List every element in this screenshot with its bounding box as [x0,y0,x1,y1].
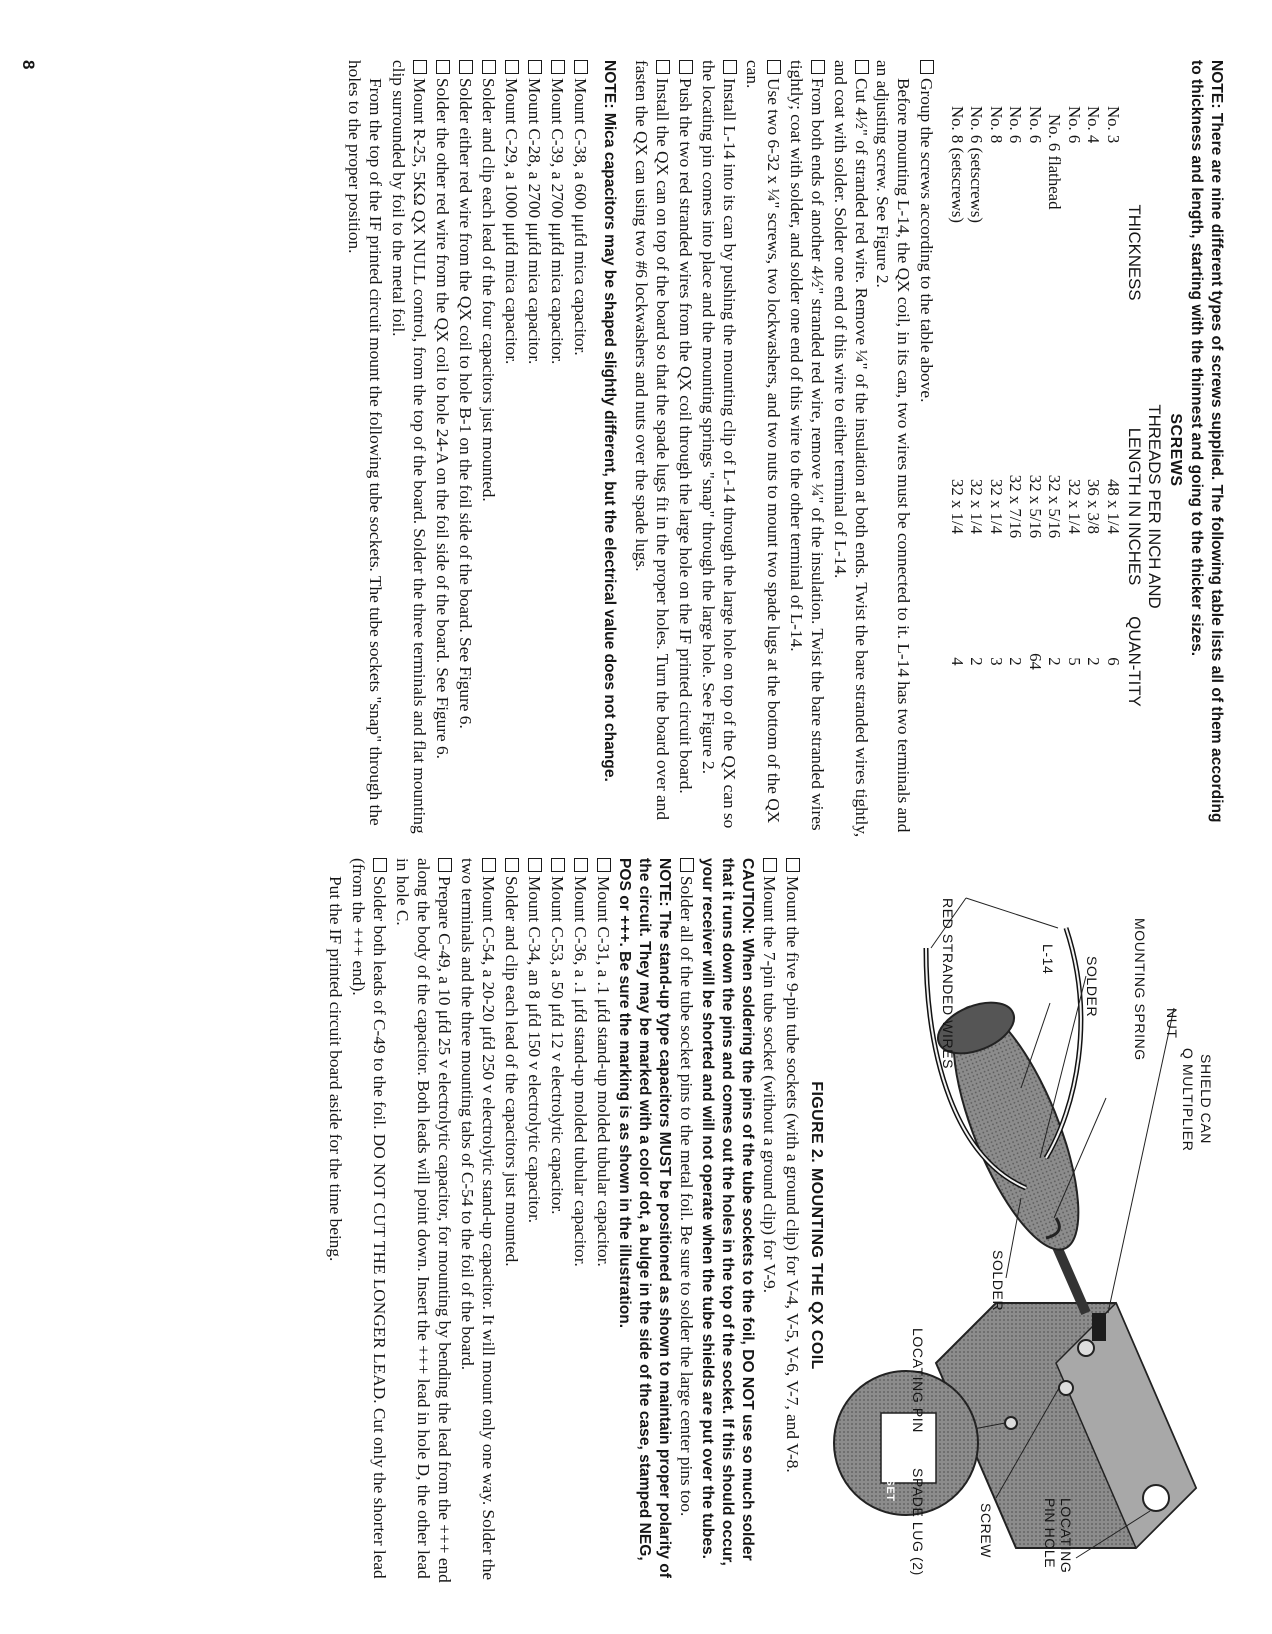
paragraph-put-aside: Put the IF printed circuit board aside for the time being. [326,876,345,1262]
step-spade-lugs [743,60,785,840]
figure-2-illustration [831,858,1226,1593]
checkbox[interactable] [551,858,565,872]
cell-thickness: No. 4 [1084,106,1104,144]
left-column [20,60,1226,840]
table-row [948,106,968,709]
step-text: Install L-14 into its can by pushing the mounting clip of L-14 through the large hole on top of the QX can so the locating pin comes into place and the mounting springs "snap" through the large hole. See Figure 2. [699,60,740,829]
step-text: Solder the other red wire from the QX coil to hole 24-A on the foil side of the board. See Figure 6. [433,78,453,760]
table-row [1104,106,1124,709]
step-text: Install the QX can on top of the board so that the spade lugs fit in the proper holes. Turn the board over and fasten the QX can using two #6 lockwashers and nuts over the spade lugs. [632,60,673,820]
checkbox[interactable] [438,858,452,872]
cell-thickness: No. 6 [1026,106,1045,144]
checkbox[interactable] [724,60,738,74]
label-note-offset: NOTE OFFSET [884,1418,896,1502]
checkbox[interactable] [921,60,935,74]
label-shield-can: SHIELD CAN [1198,1054,1214,1145]
screws-note: NOTE: There are nine different types of screws supplied. The following table lists all of them according to thickness and length, starting with the thinnest and going to the thicker sizes. [1188,60,1225,823]
step-c28 [525,60,546,840]
step-text: Use two 6-32 x ¼" screws, two lockwashers, and two nuts to mount two spade lugs at the bottom of the QX can. [743,60,784,824]
checkbox[interactable] [460,60,474,74]
step-install-l14 [699,60,741,840]
cell-quantity: 6 [1104,657,1123,666]
step-text: Mount C-38, a 600 μμfd mica capacitor. [571,78,591,356]
paragraph-tube-sockets: From the top of the IF printed circuit mount the following tube sockets. The tube sockets "snap" through the holes to the proper position. [345,60,386,826]
step-second-wire [787,60,829,840]
screws-table-title: SCREWS [1167,413,1184,487]
step-c53 [547,858,568,1593]
step-text: From both ends of another 4½" stranded red wire, remove ¼" of the insulation. Twist the bare stranded wires tightly; coat with solder, and solder one end of this wire to the other terminal of L-14. [787,60,828,831]
step-text: Mount C-34, an 8 μfd 150 v electrolytic capacitor. [525,876,544,1224]
cell-thickness: No. 8 [987,106,1006,144]
step-c36 [570,858,591,1593]
checkbox[interactable] [528,858,542,872]
label-mounting-spring: MOUNTING SPRING [1132,918,1148,1061]
label-locating-pin-hole: LOCATING PIN HOLE [1042,1498,1074,1574]
step-group-screws [917,60,938,840]
checkbox[interactable] [482,858,496,872]
cell-quantity: 2 [1006,657,1026,666]
cell-threads: 32 x 1/4 [967,478,987,534]
label-nut: NUT [1164,1008,1180,1039]
step-text: Mount the 7-pin tube socket (without a ground clip) for V-9. [760,876,779,1294]
label-l14: L-14 [1040,944,1056,975]
cell-threads: 36 x 3/8 [1084,478,1104,534]
label-spade-lug: SPADE LUG (2) [910,1468,926,1576]
label-locating-pin: LOCATING PIN [910,1328,926,1433]
nut-shape [1078,1340,1094,1356]
step-c38 [571,60,592,840]
checkbox[interactable] [529,60,543,74]
step-text: Group the screws according to the table above. [917,78,937,403]
step-solder-b1 [456,60,477,840]
label-red-wires: RED STRANDED WIRES [940,898,956,1070]
table-row [1084,106,1104,709]
mica-note: NOTE: Mica capacitors may be shaped slightly different, but the electrical value does not change. [601,60,619,782]
step-text: Mount C-29, a 1000 μμfd mica capacitor. [502,78,522,365]
cell-thickness: No. 8 (setscrews) [948,106,967,223]
checkbox[interactable] [437,60,451,74]
step-text: Cut 4½" of stranded red wire. Remove ¼" of the insulation at both ends. Twist the bare stranded wires tightly, and coat with solder. Solder one end of this wire to either terminal of L-14. [831,60,872,838]
page-number: 8 [19,60,38,70]
step-text: Mount C-36, a .1 μfd stand-up molded tubular capacitor. [571,876,590,1267]
cell-threads: 32 x 5/16 [1045,474,1065,539]
caution-note: CAUTION: When soldering the pins of the tube sockets to the foil, DO NOT use so much solder that it runs down the pins and comes out the holes in the top of the socket. If this should occur, your receiver will be shorted and will not operate when the tube shields are put over the tubes. [699,858,756,1566]
step-text: Mount C-28, a 2700 μμfd mica capacitor. [525,78,545,365]
label-solder-top: SOLDER [1084,956,1100,1018]
checkbox[interactable] [575,60,589,74]
step-install-can [632,60,674,840]
screws-table [948,106,1165,709]
checkbox[interactable] [657,60,671,74]
step-c29 [502,60,523,840]
cell-threads: 48 x 1/4 [1104,478,1123,534]
figure-caption: FIGURE 2. MOUNTING THE QX COIL [808,1081,825,1370]
step-text: Mount the five 9-pin tube sockets (with a ground clip) for V-4, V-5, V-6, V-7, and V-8. [783,876,802,1473]
step-solder-24a [433,60,454,840]
step-text: Mount C-39, a 2700 μμfd mica capacitor. [548,78,568,365]
step-r25 [389,60,431,840]
cell-quantity: 3 [987,657,1006,666]
step-c54 [457,858,499,1593]
cell-thickness: No. 6 [1006,106,1026,144]
label-solder-bottom: SOLDER [990,1250,1006,1312]
step-text: Solder both leads of C-49 to the foil. DO NOT CUT THE LONGER LEAD. Cut only the shorter lead (from the +++ end). [349,858,389,1579]
label-screw: SCREW [978,1503,994,1559]
step-text: Mount C-54, a 20-20 μfd 250 v electrolytic stand-up capacitor. It will mount only one way. Solder the two terminals and the three mounting tabs of C-54 to the foil of the board. [458,858,498,1581]
leader-line [966,898,1058,928]
cell-quantity: 4 [948,657,967,666]
step-c31 [593,858,614,1593]
step-solder-socket-pins [676,858,697,1593]
step-text: Solder either red wire from the QX coil to hole B-1 on the foil side of the board. See Figure 6. [456,78,476,729]
step-text: Prepare C-49, a 10 μfd 25 v electrolytic capacitor, for mounting by bending the lead from the +++ end along the body of the capacitor. Both leads will point down. Insert the +++ lead in hole D, the other lead in hole C. [393,858,454,1583]
checkbox[interactable] [763,858,777,872]
cell-thickness: No. 6 (setscrews) [967,106,987,223]
table-row [1006,106,1026,709]
step-text: Mount C-53, a 50 μfd 12 v electrolytic capacitor. [548,876,567,1215]
step-c39 [548,60,569,840]
checkbox[interactable] [506,60,520,74]
checkbox[interactable] [680,858,694,872]
cell-quantity: 2 [967,657,987,666]
step-text: Solder and clip each lead of the four capacitors just mounted. [479,78,499,502]
checkbox[interactable] [856,60,870,74]
table-row [987,106,1007,709]
screw-shape [1005,1417,1017,1429]
checkbox[interactable] [483,60,497,74]
checkbox[interactable] [680,60,694,74]
step-cut-wire [831,60,873,840]
step-text: Solder and clip each lead of the capacitors just mounted. [502,876,521,1267]
table-row [967,106,987,709]
checkbox[interactable] [812,60,826,74]
label-q-multiplier: Q MULTIPLIER [1180,1048,1196,1152]
cell-quantity: 5 [1065,657,1084,666]
step-text: Mount C-31, a .1 μfd stand-up molded tubular capacitor. [594,876,613,1267]
cell-thickness: No. 6 flathead [1045,114,1065,210]
col-header-quantity: QUAN-TITY [1125,616,1145,707]
checkbox[interactable] [373,858,387,872]
step-seven-pin-socket [759,858,780,1593]
step-text: Mount R-25, 5KΩ QX NULL control, from the top of the board. Solder the three terminals and flat mounting clip surrounded by foil to the metal foil. [389,60,430,834]
table-row [1026,106,1046,709]
checkbox[interactable] [574,858,588,872]
cell-threads: 32 x 1/4 [987,478,1006,534]
locating-pin-hole-shape [1143,1485,1169,1511]
cell-quantity: 2 [1084,657,1104,666]
cell-quantity: 2 [1045,657,1065,666]
step-push-wires [676,60,697,840]
step-solder-four [479,60,500,840]
step-prepare-c49 [392,858,455,1593]
step-nine-pin-sockets [782,858,803,1593]
table-row [1045,106,1065,709]
cell-threads: 32 x 1/4 [1065,478,1084,534]
col-header-threads: THREADS PER INCH AND LENGTH IN INCHES [1125,404,1164,609]
paragraph-before-mounting: Before mounting L-14, the QX coil, in its can, two wires must be connected to it. L-14 has two terminals and an adjusting screw. See Figure 2. [873,60,914,833]
cell-thickness: No. 3 [1104,106,1123,144]
cell-threads: 32 x 7/16 [1006,474,1026,539]
cell-threads: 32 x 1/4 [948,478,967,534]
checkbox[interactable] [505,858,519,872]
checkbox[interactable] [414,60,428,74]
step-c34 [524,858,545,1593]
right-column [20,858,1226,1593]
checkbox[interactable] [768,60,782,74]
checkbox[interactable] [597,858,611,872]
step-text: Solder all of the tube socket pins to the metal foil. Be sure to solder the large center pins too. [677,876,696,1517]
checkbox[interactable] [552,60,566,74]
step-solder-clip [501,858,522,1593]
checkbox[interactable] [786,858,800,872]
standup-note: NOTE: The stand-up type capacitors MUST be positioned as shown to maintain proper polarity of the circuit. They may be marked with a color dot, a bulge in the side of the case, stamped NEG, POS or +++. Be sure the marking is as shown in the illustration. [616,858,673,1578]
cell-thickness: No. 6 [1065,106,1084,144]
col-header-thickness: THICKNESS [1125,204,1145,301]
cell-threads: 32 x 5/16 [1026,474,1045,539]
table-row [1065,106,1085,709]
can-edge [1092,1313,1106,1341]
step-solder-c49 [348,858,390,1593]
step-text: Push the two red stranded wires from the QX coil through the large hole on the IF printed circuit board. [676,78,696,794]
cell-quantity: 64 [1026,653,1045,670]
spade-lug-shape [1059,1381,1073,1395]
